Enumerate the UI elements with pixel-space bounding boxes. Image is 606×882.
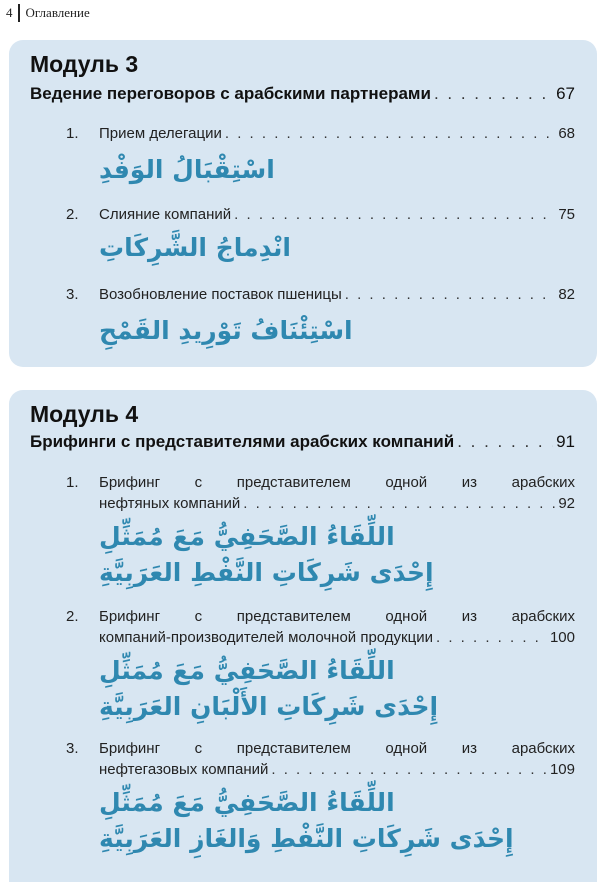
entry-title-line (99, 125, 575, 142)
module-4-title: Модуль 4 (30, 401, 139, 427)
dot-leader (457, 432, 553, 452)
entry-title: Прием делегации (99, 125, 222, 142)
dot-leader (271, 761, 547, 778)
entry-arabic-title: اسْتِئْنَافُ تَوْرِيدِ القَمْحِ (99, 316, 353, 345)
dot-leader (243, 495, 555, 512)
entry-number: 1. (66, 474, 79, 491)
entry-arabic-title: إِحْدَى شَرِكَاتِ النَّفْطِ العَرَبِيَّةِ (99, 558, 434, 587)
entry-title: Слияние компаний (99, 206, 232, 223)
dot-leader (225, 125, 555, 142)
entry-number: 2. (66, 608, 79, 625)
module-4-card (9, 390, 597, 882)
running-head-divider (18, 4, 20, 22)
entry-arabic-title: اللِّقَاءُ الصَّحَفِيُّ مَعَ مُمَثِّلِ (99, 788, 395, 817)
dot-leader (234, 206, 555, 223)
entry-arabic-title: إِحْدَى شَرِكَاتِ الأَلْبَانِ العَرَبِيَّةِ (99, 692, 439, 721)
module-4-subtitle-line[interactable] (30, 432, 575, 452)
entry-arabic-title: اللِّقَاءُ الصَّحَفِيُّ مَعَ مُمَثِّلِ (99, 656, 395, 685)
entry-title: нефтегазовых компаний (99, 761, 269, 778)
entry-title-line (99, 286, 575, 303)
module-3-title: Модуль 3 (30, 51, 139, 77)
dot-leader (436, 629, 547, 646)
entry-title-line: Брифинг с представителем одной из арабских (99, 474, 575, 491)
entry-title-line: Брифинг с представителем одной из арабских (99, 608, 575, 625)
module-3-subtitle: Ведение переговоров с арабскими партнерами (30, 84, 431, 103)
running-head-title: Оглавление (25, 5, 90, 20)
dot-leader (434, 84, 553, 104)
entry-page-number: 82 (558, 286, 575, 303)
entry-title: компаний-производителей молочной продукции (99, 629, 433, 646)
entry-page-number: 75 (558, 206, 575, 223)
entry-title-line (99, 206, 575, 223)
entry-title-line (99, 495, 575, 512)
dot-leader (345, 286, 556, 303)
running-head (6, 4, 90, 22)
entry-number: 3. (66, 286, 79, 303)
entry-title-line (99, 629, 575, 646)
module-3-subtitle-line[interactable] (30, 84, 575, 104)
entry-title: нефтяных компаний (99, 495, 241, 512)
entry-title-line: Брифинг с представителем одной из арабских (99, 740, 575, 757)
entry-arabic-title: إِحْدَى شَرِكَاتِ النَّفْطِ وَالغَازِ العَرَبِيَّةِ (99, 824, 514, 853)
entry-page-number: 68 (558, 125, 575, 142)
entry-page-number: 100 (549, 629, 575, 646)
module-4-page-number: 91 (556, 432, 575, 451)
entry-number: 3. (66, 740, 79, 757)
module-3-page-number: 67 (556, 84, 575, 103)
running-head-page-number: 4 (6, 5, 13, 20)
entry-number: 1. (66, 125, 79, 142)
entry-number: 2. (66, 206, 79, 223)
entry-title-line (99, 761, 575, 778)
module-4-subtitle: Брифинги с представителями арабских компаний (30, 432, 455, 451)
entry-title: Возобновление поставок пшеницы (99, 286, 342, 303)
entry-page-number: 92 (558, 495, 575, 512)
entry-arabic-title: اسْتِقْبَالُ الوَفْدِ (99, 155, 275, 184)
entry-arabic-title: انْدِماجُ الشَّرِكَاتِ (99, 233, 291, 262)
entry-page-number: 109 (549, 761, 575, 778)
module-3-card (9, 40, 597, 367)
entry-arabic-title: اللِّقَاءُ الصَّحَفِيُّ مَعَ مُمَثِّلِ (99, 522, 395, 551)
